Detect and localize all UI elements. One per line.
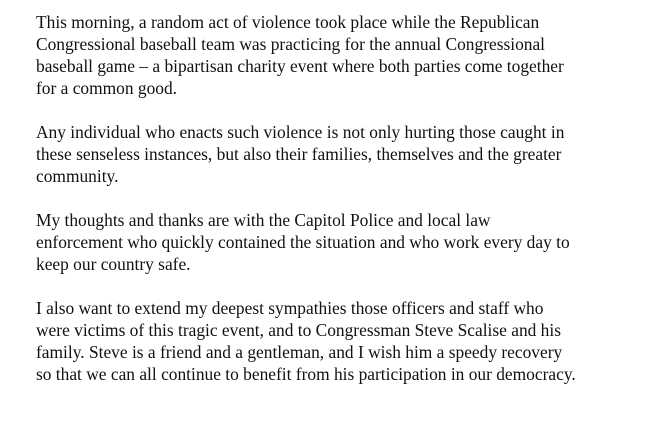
text-line: enforcement who quickly contained the situation and who work every day to [36,232,570,252]
text-line: so that we can all continue to benefit from his participation in our democracy. [36,364,576,384]
text-line: This morning, a random act of violence took place while the Republican [36,12,540,32]
paragraph-morning-event [36,11,652,99]
text-line: these senseless instances, but also their families, themselves and the greater [36,144,562,164]
text-line: were victims of this tragic event, and to Congressman Steve Scalise and his [36,320,561,340]
text-line: Congressional baseball team was practicing for the annual Congressional [36,34,546,54]
text-line: I also want to extend my deepest sympathies those officers and staff who [36,298,544,318]
text-line: for a common good. [36,78,178,98]
statement-document [36,11,652,407]
text-line: baseball game – a bipartisan charity event where both parties come together [36,56,564,76]
paragraph-sympathies [36,297,652,385]
text-line: family. Steve is a friend and a gentleman, and I wish him a speedy recovery [36,342,563,362]
paragraph-thanks [36,209,652,275]
text-line: keep our country safe. [36,254,191,274]
text-line: community. [36,166,119,186]
text-line: My thoughts and thanks are with the Capitol Police and local law [36,210,491,230]
paragraph-violence [36,121,652,187]
text-line: Any individual who enacts such violence is not only hurting those caught in [36,122,565,142]
